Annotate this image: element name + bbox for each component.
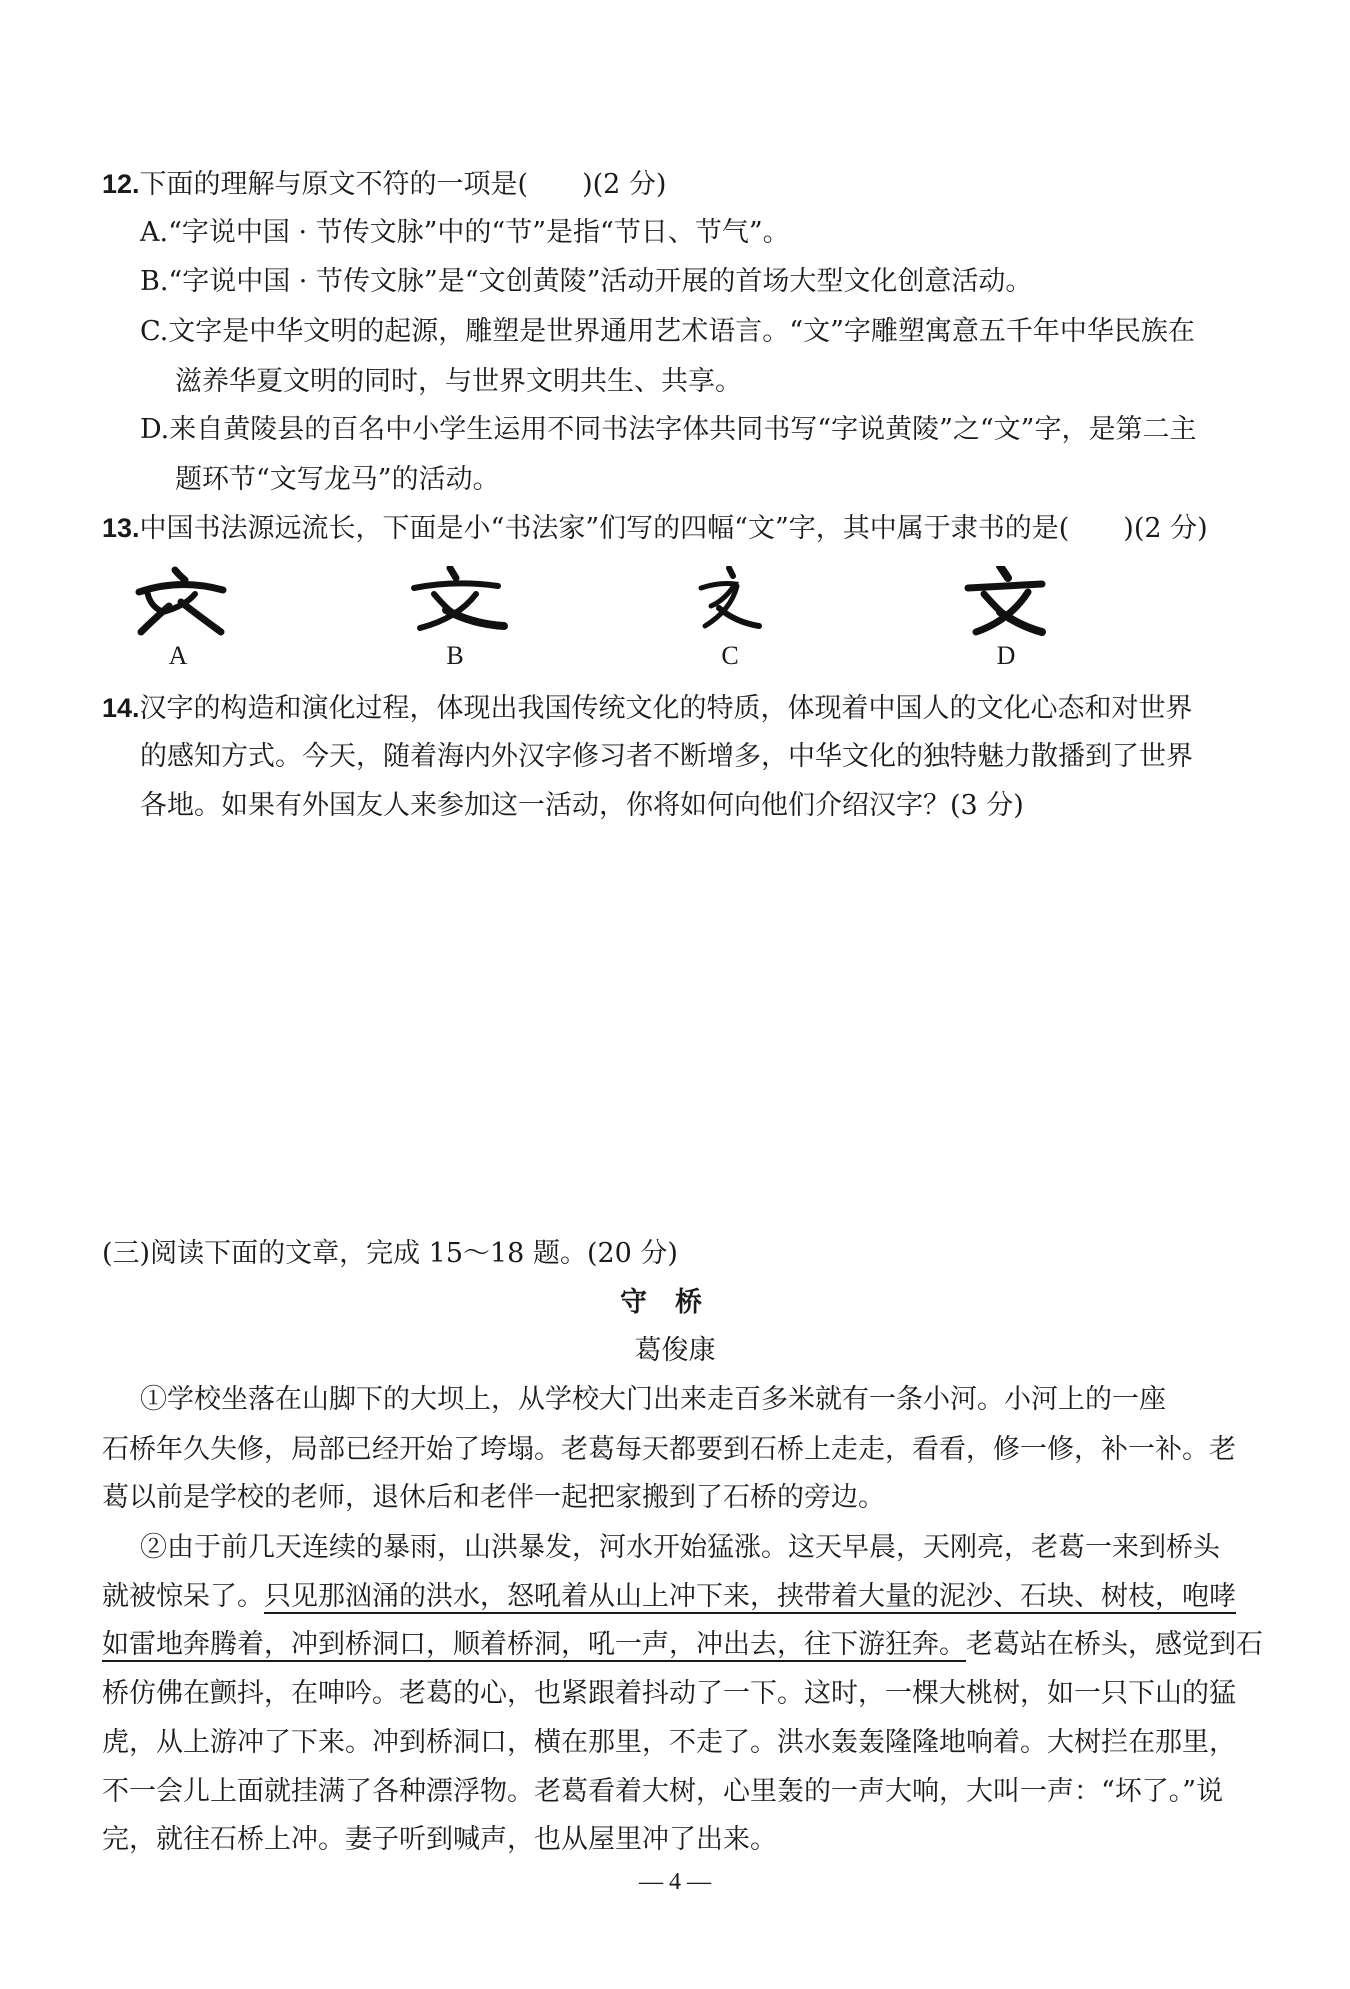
q14-line2: 的感知方式。今天，随着海内外汉字修习者不断增多，中华文化的独特魅力散播到了世界	[140, 741, 1193, 772]
choice-label-a: A	[168, 641, 188, 670]
q14-number: 14.	[102, 693, 140, 723]
passage-p2-line5: 虎，从上游冲了下来。冲到桥洞口，横在那里，不走了。洪水轰轰隆隆地响着。大树拦在那里，	[102, 1727, 1236, 1758]
wen-seal-glyph-icon	[125, 566, 235, 636]
calligraphy-c-cursive-script	[675, 566, 785, 636]
passage-p1-line1: ①学校坐落在山脚下的大坝上，从学校大门出来走百多米就有一条小河。小河上的一座	[140, 1384, 1166, 1415]
wen-cursive-glyph-icon	[675, 566, 785, 636]
calligraphy-b-clerical-script	[400, 566, 510, 636]
q13-stem: 中国书法源远流长，下面是小“书法家”们写的四幅“文”字，其中属于隶书的是( )(2 分)	[139, 513, 1208, 544]
passage-p2-underlined-2: 如雷地奔腾着，冲到桥洞口，顺着桥洞，吼一声，冲出去，往下游狂奔。	[102, 1629, 966, 1660]
passage-p2-line7: 完，就往石桥上冲。妻子听到喊声，也从屋里冲了出来。	[102, 1824, 777, 1855]
page-number: — 4 —	[639, 1869, 711, 1895]
passage-p2-line3-plain: 老葛站在桥头，感觉到石	[966, 1629, 1263, 1660]
q12-option-a: A.“字说中国 · 节传文脉”中的“节”是指“节日、节气”。	[140, 217, 790, 248]
q14-text-1: 汉字的构造和演化过程，体现出我国传统文化的特质，体现着中国人的文化心态和对世界	[139, 693, 1193, 724]
passage-p2-line2-plain: 就被惊呆了。	[102, 1581, 264, 1612]
passage-p1-line3: 葛以前是学校的老师，退休后和老伴一起把家搬到了石桥的旁边。	[102, 1482, 885, 1513]
q12-option-c-line2: 滋养华夏文明的同时，与世界文明共生、共享。	[175, 366, 742, 397]
passage-p2-line3	[102, 1625, 1263, 1665]
passage-p2-line1: ②由于前几天连续的暴雨，山洪暴发，河水开始猛涨。这天早晨，天刚亮，老葛一来到桥头	[140, 1532, 1220, 1563]
passage-p2-underlined-1: 只见那汹涌的洪水，怒吼着从山上冲下来，挟带着大量的泥沙、石块、树枝，咆哮	[264, 1581, 1236, 1612]
q13-stem-line	[102, 508, 1208, 549]
passage-author: 葛俊康	[634, 1335, 716, 1366]
section-heading: (三)阅读下面的文章，完成 15～18 题。(20 分)	[102, 1238, 678, 1269]
passage-p2-line4: 桥仿佛在颤抖，在呻吟。老葛的心，也紧跟着抖动了一下。这时，一棵大桃树，如一只下山的猛	[102, 1678, 1236, 1709]
calligraphy-d-regular-script	[950, 566, 1060, 636]
passage-title: 守桥	[620, 1287, 730, 1318]
q12-option-d-line2: 题环节“文写龙马”的活动。	[175, 464, 500, 495]
q14-line1	[102, 688, 1193, 729]
q12-stem-line	[102, 164, 666, 205]
calligraphy-a-seal-script	[125, 566, 235, 636]
passage-p2-line2	[102, 1577, 1236, 1617]
choice-label-c: C	[721, 641, 739, 670]
q12-option-c-line1: C.文字是中华文明的起源，雕塑是世界通用艺术语言。“文”字雕塑寓意五千年中华民族在	[140, 316, 1195, 347]
q14-line3: 各地。如果有外国友人来参加这一活动，你将如何向他们介绍汉字？(3 分)	[140, 790, 1024, 821]
q12-option-d-line1: D.来自黄陵县的百名中小学生运用不同书法字体共同书写“字说黄陵”之“文”字，是第二主	[140, 414, 1197, 445]
passage-p1-line2: 石桥年久失修，局部已经开始了垮塌。老葛每天都要到石桥上走走，看看，修一修，补一补。老	[102, 1434, 1236, 1465]
wen-clerical-glyph-icon	[400, 566, 510, 636]
choice-label-d: D	[996, 641, 1016, 670]
wen-regular-glyph-icon	[950, 566, 1060, 636]
q12-number: 12.	[102, 169, 140, 199]
choice-label-b: B	[446, 641, 464, 670]
q12-option-b: B.“字说中国 · 节传文脉”是“文创黄陵”活动开展的首场大型文化创意活动。	[140, 266, 1033, 297]
q13-number: 13.	[102, 513, 140, 543]
passage-p2-line6: 不一会儿上面就挂满了各种漂浮物。老葛看着大树，心里轰的一声大响，大叫一声：“坏了。”说	[102, 1776, 1224, 1807]
q12-stem: 下面的理解与原文不符的一项是( )(2 分)	[139, 169, 667, 200]
